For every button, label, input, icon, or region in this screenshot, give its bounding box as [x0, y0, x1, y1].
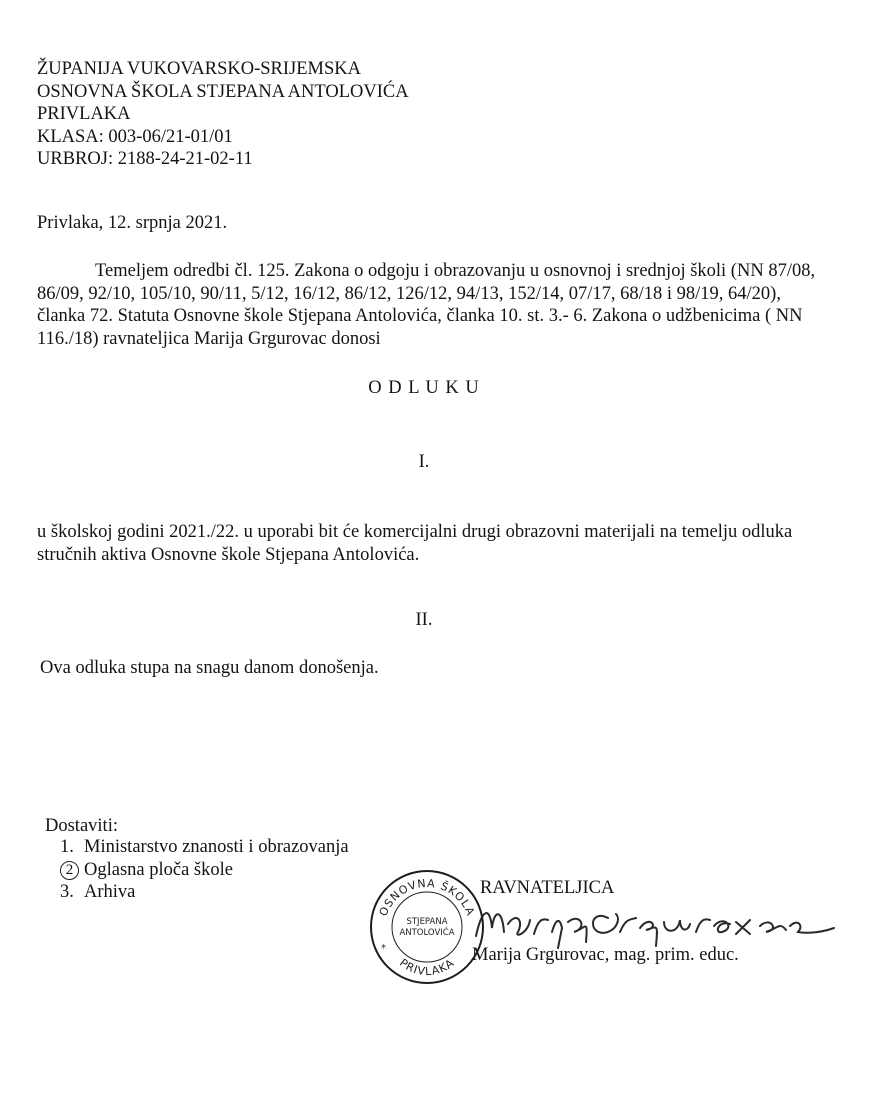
section-two-numeral: II.	[415, 610, 433, 630]
delivery-list	[60, 836, 349, 904]
section-one-text: u školskoj godini 2021./22. u uporabi bit će komercijalni drugi obrazovni materijali na temelju odluka stručnih aktiva Osnovne škole Stjepana Antolovića.	[37, 522, 793, 565]
school-place: PRIVLAKA	[37, 104, 131, 124]
handwritten-signature	[468, 898, 838, 953]
preamble-paragraph: Temeljem odredbi čl. 125. Zakona o odgoju i obrazovanju u osnovnoj i srednjoj školi (NN 87/08, 86/09, 92/10, 105/10, 90/11, 5/12, 16/12, 86/12, 126/12, 94/13, 152/14, 07/17, 68/18 i 98/19, 64/20), članka 72. Statuta Osnovne škole Stjepana Antolovića, članka 10. st. 3.- 6. Zakona o udžbenicima ( NN 116./18) ravnateljica Marija Grgurovac donosi	[37, 261, 816, 349]
list-item	[60, 859, 349, 882]
list-item-text: Ministarstvo znanosti i obrazovanja	[84, 837, 349, 857]
date-line: Privlaka, 12. srpnja 2021.	[37, 213, 228, 233]
list-item-number: 3.	[60, 882, 74, 902]
section-two-text: Ova odluka stupa na snagu danom donošenja.	[40, 658, 379, 678]
school-name: OSNOVNA ŠKOLA STJEPANA ANTOLOVIĆA	[37, 81, 409, 102]
signatory-role: RAVNATELJICA	[480, 878, 615, 898]
school-stamp	[368, 868, 486, 986]
delivery-heading: Dostaviti:	[45, 816, 118, 836]
list-item-text: Oglasna ploča škole	[84, 859, 233, 880]
list-item-text: Arhiva	[84, 882, 136, 902]
stamp-bottom-arc: PRIVLAKA	[397, 956, 457, 979]
stamp-star-icon: *	[381, 943, 386, 954]
stamp-top-arc: OSNOVNA ŠKOLA	[376, 876, 478, 919]
list-item-number-circled: 2	[60, 861, 79, 880]
klasa-number: KLASA: 003-06/21-01/01	[37, 126, 233, 147]
list-item	[60, 881, 349, 904]
stamp-center-line1: STJEPANA	[406, 917, 448, 927]
section-one-numeral: I.	[418, 452, 430, 472]
decision-title: O D L U K U	[368, 378, 480, 398]
county-name: ŽUPANIJA VUKOVARSKO-SRIJEMSKA	[37, 59, 361, 79]
letterhead	[37, 58, 409, 171]
stamp-center-line2: ANTOLOVIĆA	[399, 928, 455, 938]
svg-text:PRIVLAKA	[397, 956, 457, 978]
list-item-number: 1.	[60, 837, 74, 857]
list-item	[60, 836, 349, 859]
urbroj-number: URBROJ: 2188-24-21-02-11	[37, 149, 253, 169]
signatory-name: Marija Grgurovac, mag. prim. educ.	[472, 945, 739, 965]
